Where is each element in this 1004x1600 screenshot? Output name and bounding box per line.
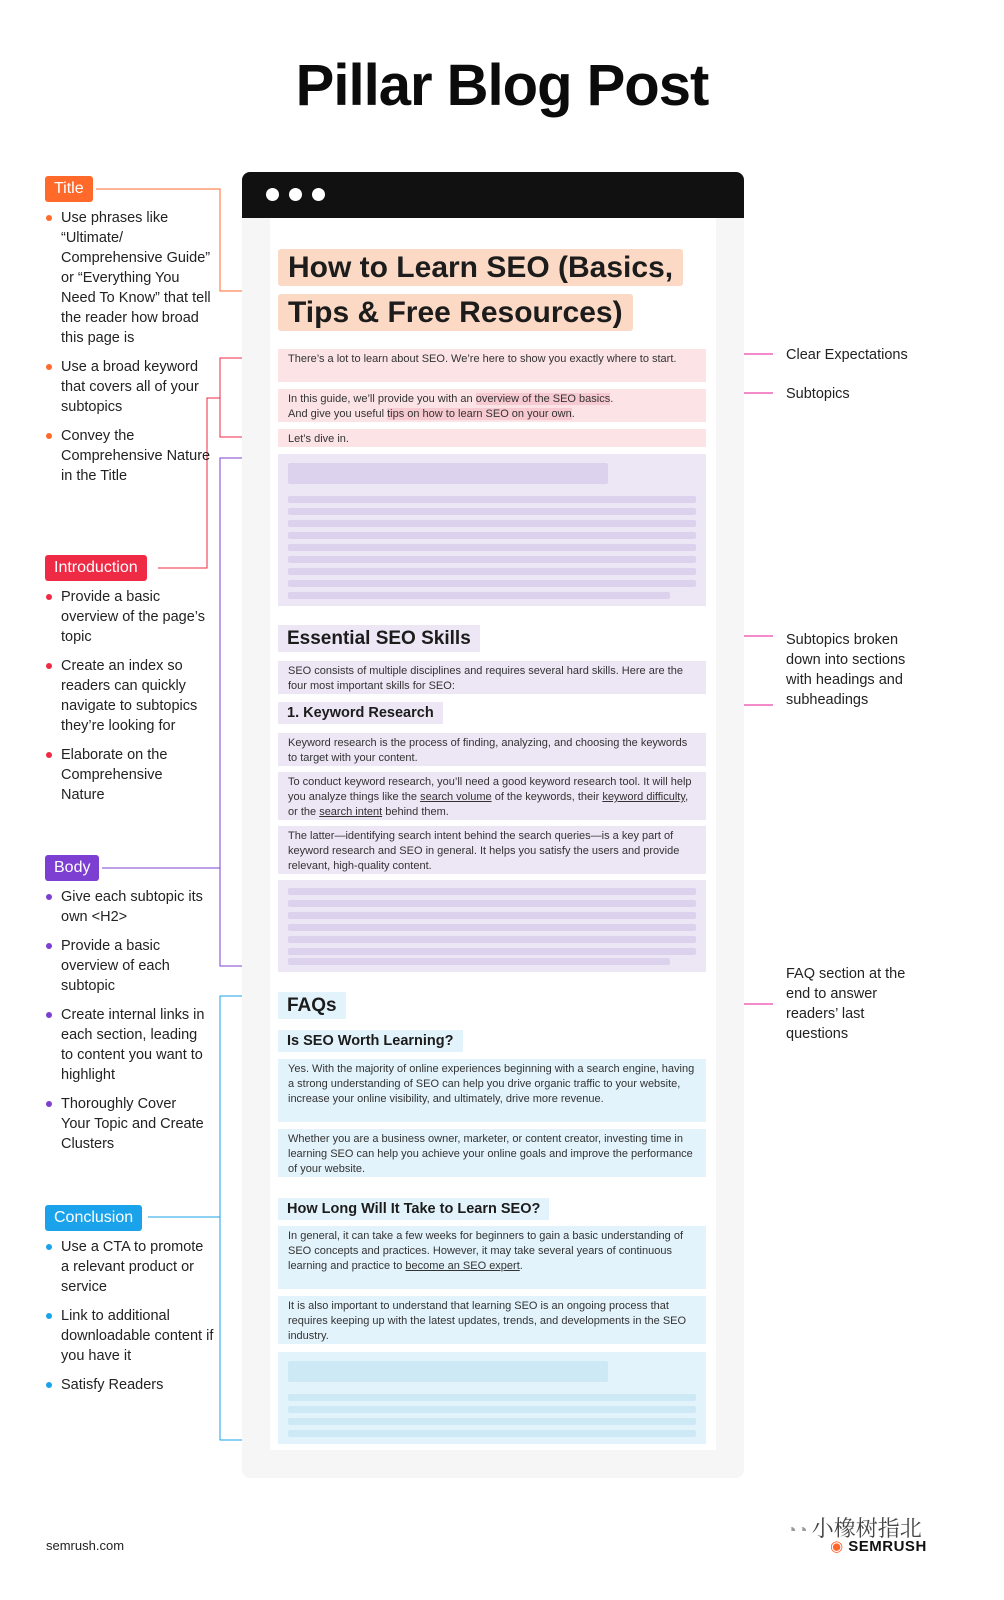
kr-paragraph-3: The latter—identifying search intent behind the search queries—is a key part of keyword research and SEO in general. It helps you satisfy the users and provide relevant, high-quality content. (278, 826, 706, 874)
page-title: Pillar Blog Post (295, 53, 709, 118)
kr-paragraph-2: To conduct keyword research, you’ll need a good keyword research tool. It will help you analyze things like the search volume of the keywords, their keyword difficulty, or the search intent behind them. (278, 772, 706, 820)
body-bullets (46, 887, 208, 1163)
introduction-bullets (46, 587, 206, 814)
h2-essential-skills: Essential SEO Skills (278, 625, 480, 652)
internal-link[interactable]: keyword difficulty (602, 791, 686, 803)
list-item: Provide a basic overview of the page’s topic (46, 587, 206, 647)
list-item: Provide a basic overview of each subtopic (46, 936, 208, 996)
intro-paragraph-3: Let’s dive in. (278, 429, 706, 447)
list-item: Thoroughly Cover Your Topic and Create Clusters (46, 1094, 208, 1154)
internal-link[interactable]: search intent (319, 806, 383, 818)
list-item: Elaborate on the Comprehensive Nature (46, 745, 206, 805)
note-clear-expectations: Clear Expectations (786, 347, 908, 363)
title-label: Title (45, 176, 93, 202)
skills-intro: SEO consists of multiple disciplines and requires several hard skills. Here are the four most important skills for SEO: (278, 661, 706, 694)
body-label: Body (45, 855, 99, 881)
faq-2-answer-1: In general, it can take a few weeks for beginners to gain a basic understanding of SEO concepts and practices. However, it may take several years of continuous learning and practice to become an SEO expert. (278, 1226, 706, 1289)
flame-icon: ◉ (830, 1538, 844, 1555)
h3-keyword-research: 1. Keyword Research (278, 702, 443, 724)
index-placeholder (278, 454, 706, 606)
note-faq: FAQ section at the end to answer readers’ last questions (786, 966, 906, 1042)
window-dot-icon (312, 188, 325, 201)
note-subtopics: Subtopics (786, 386, 850, 402)
highlighted-text: overview of the SEO basics (475, 393, 611, 405)
list-item: Satisfy Readers (46, 1375, 214, 1395)
faq-1-answer-2: Whether you are a business owner, marketer, or content creator, investing time in learning SEO can help you achieve your online goals and improve the performance of your website. (278, 1129, 706, 1177)
list-item: Give each subtopic its own <H2> (46, 887, 208, 927)
list-item: Use a CTA to promote a relevant product or service (46, 1237, 214, 1297)
introduction-label: Introduction (45, 555, 147, 581)
note-subtopics-broken: Subtopics broken down into sections with headings and subheadings (786, 632, 906, 708)
conclusion-bullets (46, 1237, 214, 1404)
list-item: Create internal links in each section, leading to content you want to highlight (46, 1005, 208, 1085)
semrush-logo: ◉ SEMRUSH (830, 1538, 927, 1555)
h3-faq-2: How Long Will It Take to Learn SEO? (278, 1198, 549, 1220)
intro-paragraph-1: There’s a lot to learn about SEO. We’re here to show you exactly where to start. (278, 349, 706, 382)
wechat-watermark: ◔◔ 小橡树指北 (786, 1516, 922, 1541)
list-item: Link to additional downloadable content if you have it (46, 1306, 214, 1366)
list-item: Use a broad keyword that covers all of your subtopics (46, 357, 211, 417)
internal-link[interactable]: become an SEO expert (405, 1260, 520, 1272)
h2-faqs: FAQs (278, 992, 346, 1019)
faq-2-answer-2: It is also important to understand that learning SEO is an ongoing process that requires keeping up with the latest updates, trends, and developments in the SEO industry. (278, 1296, 706, 1344)
wechat-icon: ◔◔ (786, 1520, 808, 1540)
conclusion-placeholder (278, 1352, 706, 1444)
footer-site: semrush.com (46, 1538, 125, 1553)
faq-1-answer-1: Yes. With the majority of online experiences beginning with a search engine, having a strong understanding of SEO can help you drive organic traffic to your website, increase your online visibility, and ultimately, drive more revenue. (278, 1059, 706, 1122)
list-item: Convey the Comprehensive Nature in the Title (46, 426, 211, 486)
list-item: Use phrases like “Ultimate/ Comprehensive Guide” or “Everything You Need To Know” that tell the reader how broad this page is (46, 208, 211, 348)
article-title-line-1: How to Learn SEO (Basics, (278, 249, 683, 286)
window-dot-icon (289, 188, 302, 201)
highlighted-text: tips on how to learn SEO on your own (387, 408, 572, 420)
conclusion-label: Conclusion (45, 1205, 142, 1231)
title-bullets (46, 208, 211, 495)
article-title-line-2: Tips & Free Resources) (278, 294, 633, 331)
list-item: Create an index so readers can quickly navigate to subtopics they’re looking for (46, 656, 206, 736)
h3-faq-1: Is SEO Worth Learning? (278, 1030, 463, 1052)
intro-paragraph-2: In this guide, we’ll provide you with an overview of the SEO basics. And give you useful tips on how to learn SEO on your own. (278, 389, 706, 422)
kr-paragraph-1: Keyword research is the process of finding, analyzing, and choosing the keywords to target with your content. (278, 733, 706, 766)
window-dot-icon (266, 188, 279, 201)
body-placeholder (278, 880, 706, 972)
browser-titlebar (242, 172, 744, 218)
internal-link[interactable]: search volume (420, 791, 492, 803)
